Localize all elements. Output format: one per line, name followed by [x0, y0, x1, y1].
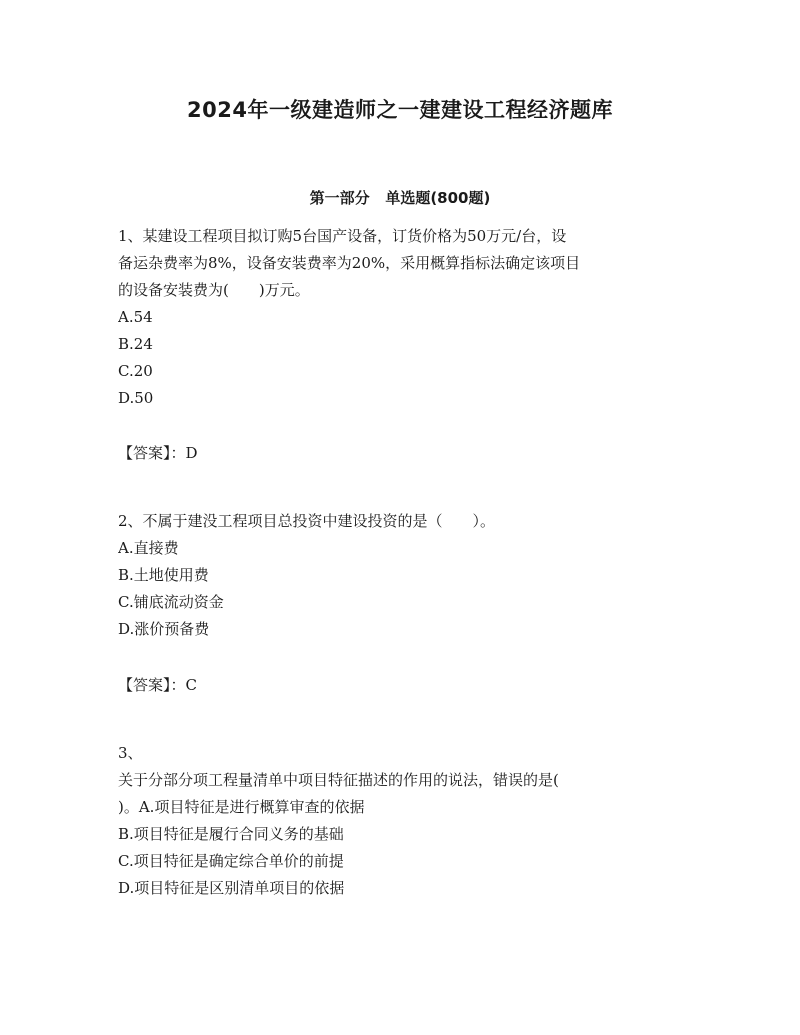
question-stem-line: 的设备安装费为( )万元。 [118, 281, 310, 299]
option-d: D.50 [118, 389, 154, 407]
document-title: 2024年一级建造师之一建建设工程经济题库 [187, 98, 613, 122]
option-c: C.项目特征是确定综合单价的前提 [118, 852, 344, 870]
question-stem-line: 备运杂费率为8%，设备安装费率为20%，采用概算指标法确定该项目 [118, 254, 581, 272]
option-b: B.土地使用费 [118, 566, 209, 584]
answer-value: C [185, 676, 197, 694]
question-stem-line: )。A.项目特征是进行概算审查的依据 [118, 798, 365, 816]
option-c: C.铺底流动资金 [118, 593, 224, 611]
question-stem-line: 3、 [118, 744, 143, 762]
question-stem-line: 关于分部分项工程量清单中项目特征描述的作用的说法，错误的是( [118, 771, 559, 789]
answer-2 [118, 672, 693, 699]
option-d: D.项目特征是区别清单项目的依据 [118, 879, 345, 897]
option-b: B.24 [118, 335, 153, 353]
option-b: B.项目特征是履行合同义务的基础 [118, 825, 344, 843]
section-part: 第一部分 [309, 189, 370, 207]
question-stem-line: 1、某建设工程项目拟订购5台国产设备，订货价格为50万元/台，设 [118, 227, 567, 245]
question-1 [118, 223, 693, 412]
question-2 [118, 508, 693, 643]
answer-label: 【答案】： [118, 676, 186, 694]
question-3 [118, 740, 693, 902]
answer-label: 【答案】： [118, 444, 186, 462]
option-a: A.54 [118, 308, 153, 326]
answer-value: D [185, 444, 198, 462]
answer-1 [118, 440, 693, 467]
option-c: C.20 [118, 362, 153, 380]
option-a: A.直接费 [118, 539, 179, 557]
option-d: D.涨价预备费 [118, 620, 210, 638]
section-heading [0, 187, 800, 208]
question-stem-line: 2、不属于建没工程项目总投资中建设投资的是（ ）。 [118, 512, 496, 530]
section-name: 单选题(800题) [385, 189, 491, 207]
